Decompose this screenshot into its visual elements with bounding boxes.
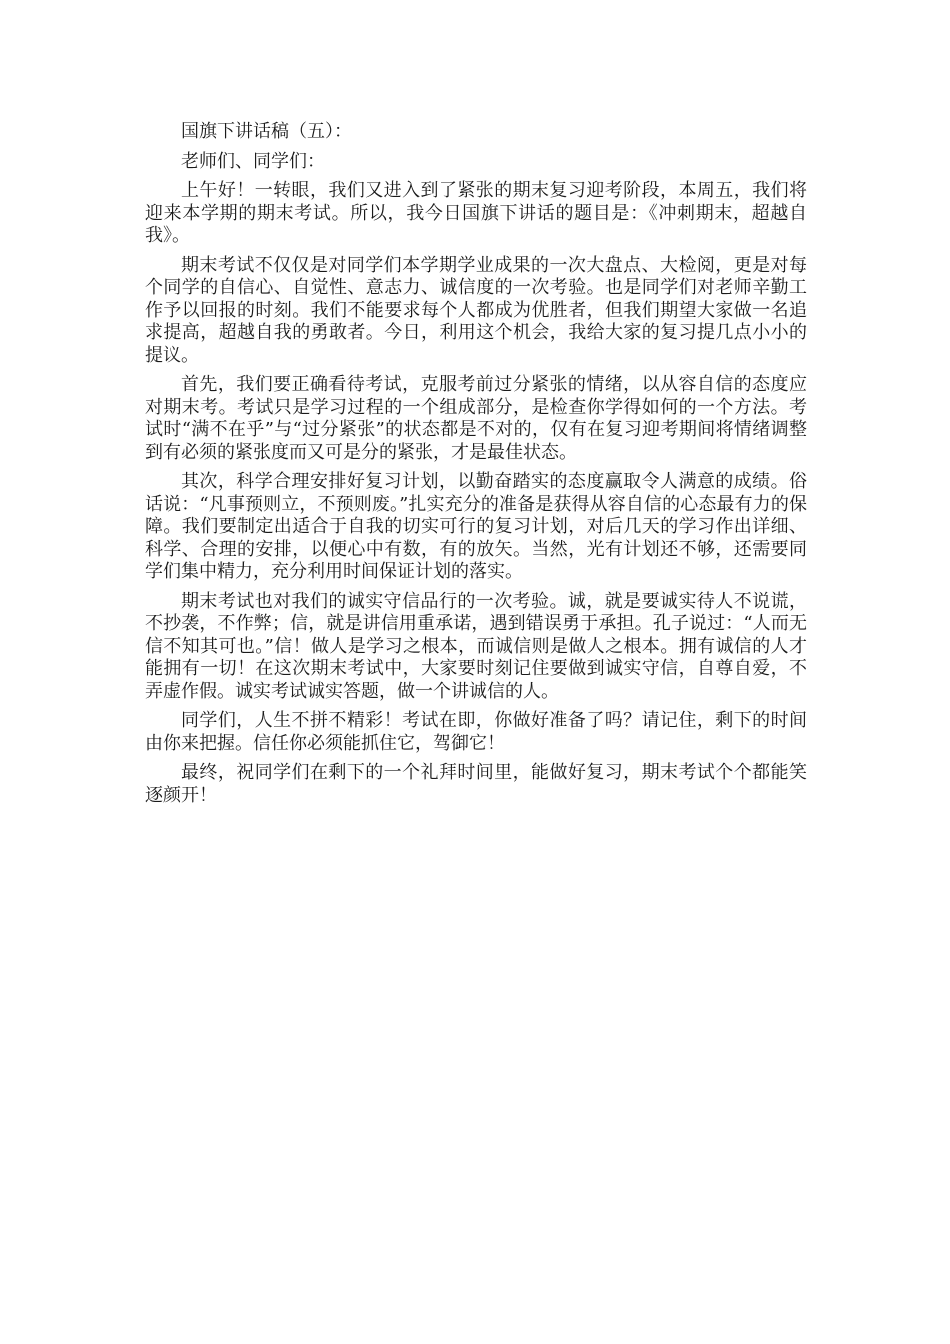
paragraph-integrity: 期末考试也对我们的诚实守信品行的一次考验。诚，就是要诚实待人不说谎，不抄袭，不作弊；信，就是讲信用重承诺，遇到错误勇于承担。孔子说过：“人而无信不知其可也。”信！做人是学习之根本，而诚信则是做人之根本。拥有诚信的人才能拥有一切！在这次期末考试中，大家要时刻记住要做到诚实守信，自尊自爱，不弄虚作假。诚实考试诚实答题，做一个讲诚信的人。 (145, 590, 807, 702)
paragraph-first-suggestion: 首先，我们要正确看待考试，克服考前过分紧张的情绪，以从容自信的态度应对期末考。考试只是学习过程的一个组成部分，是检查你学得如何的一个方法。考试时“满不在乎”与“过分紧张”的状态都是不对的，仅有在复习迎考期间将情绪调整到有必须的紧张度而又可是分的紧张，才是最佳状态。 (145, 374, 807, 463)
speech-salutation: 老师们、同学们： (181, 150, 325, 172)
speech-title: 国旗下讲话稿（五）： (181, 121, 352, 142)
paragraph-encouragement: 同学们，人生不拼不精彩！考试在即，你做好准备了吗？请记住，剩下的时间由你来把握。信任你必须能抓住它，驾御它！ (145, 710, 807, 754)
paragraph-closing: 最终，祝同学们在剩下的一个礼拜时间里，能做好复习，期末考试个个都能笑逐颜开！ (145, 762, 807, 806)
paragraph-second-suggestion: 其次，科学合理安排好复习计划，以勤奋踏实的态度赢取令人满意的成绩。俗话说：“凡事预则立，不预则废。”扎实充分的准备是获得从容自信的心态最有力的保障。我们要制定出适合于自我的切实可行的复习计划，对后几天的学习作出详细、科学、合理的安排，以便心中有数，有的放矢。当然，光有计划还不够，还需要同学们集中精力，充分利用时间保证计划的落实。 (145, 471, 807, 582)
paragraph-significance: 期末考试不仅仅是对同学们本学期学业成果的一次大盘点、大检阅，更是对每个同学的自信心、自觉性、意志力、诚信度的一次考验。也是同学们对老师辛勤工作予以回报的时刻。我们不能要求每个人都成为优胜者，但我们期望大家做一名追求提高，超越自我的勇敢者。今日，利用这个机会，我给大家的复习提几点小小的提议。 (145, 254, 807, 366)
document-body (145, 121, 807, 814)
paragraph-greeting: 上午好！一转眼，我们又进入到了紧张的期末复习迎考阶段，本周五，我们将迎来本学期的期末考试。所以，我今日国旗下讲话的题目是：《冲刺期末，超越自我》。 (145, 180, 807, 246)
